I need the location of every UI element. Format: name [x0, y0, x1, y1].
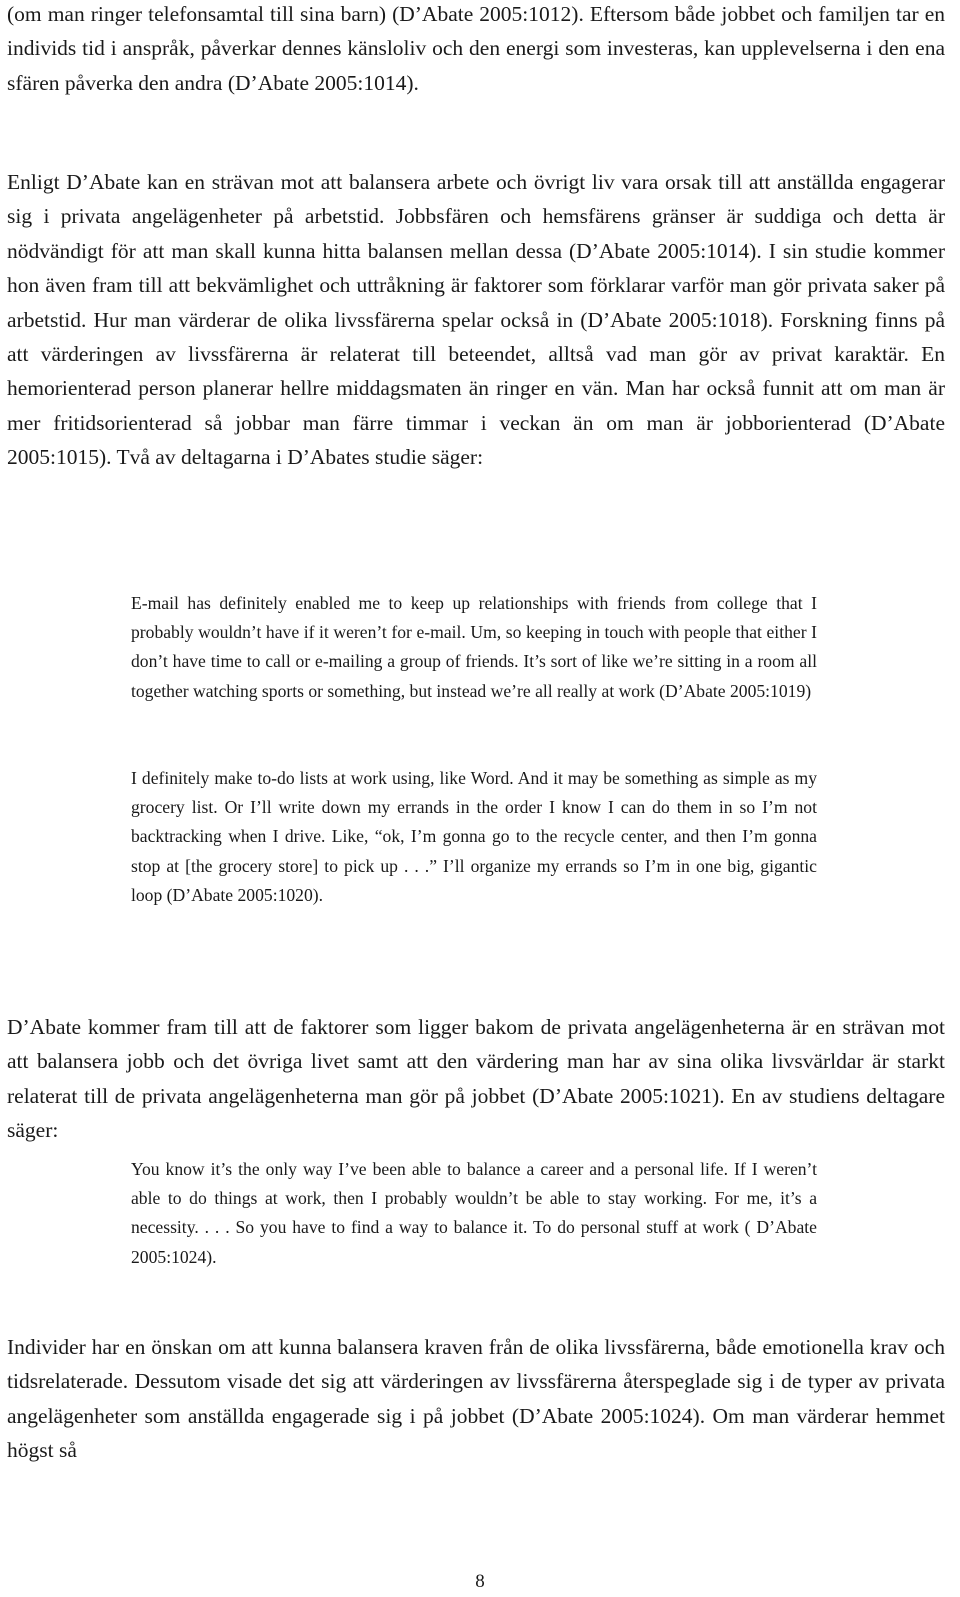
- block-quote: I definitely make to-do lists at work using, like Word. And it may be something as simple as my grocery list. Or I’ll write down my errands in the order I know I can do them in so I’m not backtracking when I drive. Like, “ok, I’m gonna go to the recycle center, and then I’m gonna stop at [the grocery store] to pick up . . .” I’ll organize my errands so I’m in one big, gigantic loop (D’Abate 2005:1020).: [131, 768, 817, 905]
- block-quote: You know it’s the only way I’ve been able to balance a career and a personal life. If I weren’t able to do things at work, then I probably wouldn’t be able to stay working. For me, it’s a necessity. . . . So you have to find a way to balance it. To do personal stuff at work ( D’Abate 2005:1024).: [131, 1159, 817, 1267]
- body-paragraph: (om man ringer telefonsamtal till sina barn) (D’Abate 2005:1012). Eftersom både jobbet och familjen tar en individs tid i anspråk, påverkar dennes känsloliv och den energi som investeras, kan upplevelserna i den ena sfären påverka den andra (D’Abate 2005:1014).: [7, 2, 945, 95]
- block-quote: E-mail has definitely enabled me to keep up relationships with friends from college that I probably wouldn’t have if it weren’t for e-mail. Um, so keeping in touch with people that either I don’t have time to call or e-mailing a group of friends. It’s sort of like we’re sitting in a room all together watching sports or something, but instead we’re all really at work (D’Abate 2005:1019): [131, 593, 817, 701]
- body-paragraph: Enligt D’Abate kan en strävan mot att balansera arbete och övrigt liv vara orsak till att anställda engagerar sig i privata angelägenheter på arbetstid. Jobbsfären och hemsfärens gränser är suddiga och detta är nödvändigt för att man skall kunna hitta balansen mellan dessa (D’Abate 2005:1014). I sin studie kommer hon även fram till att bekvämlighet och uttråkning är faktorer som förklarar varför man gör privata saker på arbetstid. Hur man värderar de olika livssfärerna spelar också in (D’Abate 2005:1018). Forskning finns på att värderingen av livssfärerna är relaterat till beteendet, alltså vad man gör av privat karaktär. En hemorienterad person planerar hellre middagsmaten än ringer en vän. Man har också funnit att om man är mer fritidsorienterad så jobbar man färre timmar i veckan än om man är jobborienterad (D’Abate 2005:1015). Två av deltagarna i D’Abates studie säger:: [7, 170, 945, 470]
- body-paragraph: D’Abate kommer fram till att de faktorer som ligger bakom de privata angelägenheterna är en strävan mot att balansera jobb och det övriga livet samt att den värdering man har av sina olika livsvärldar är starkt relaterat till de privata angelägenheterna man gör på jobbet (D’Abate 2005:1021). En av studiens deltagare säger:: [7, 1015, 945, 1143]
- page-number: 8: [475, 1571, 485, 1592]
- body-paragraph: Individer har en önskan om att kunna balansera kraven från de olika livssfärerna, både emotionella krav och tidsrelaterade. Dessutom visade det sig att värderingen av livssfärerna återspeglade sig i de typer av privata angelägenheter som anställda engagerade sig i på jobbet (D’Abate 2005:1024). Om man värderar hemmet högst så: [7, 1335, 945, 1463]
